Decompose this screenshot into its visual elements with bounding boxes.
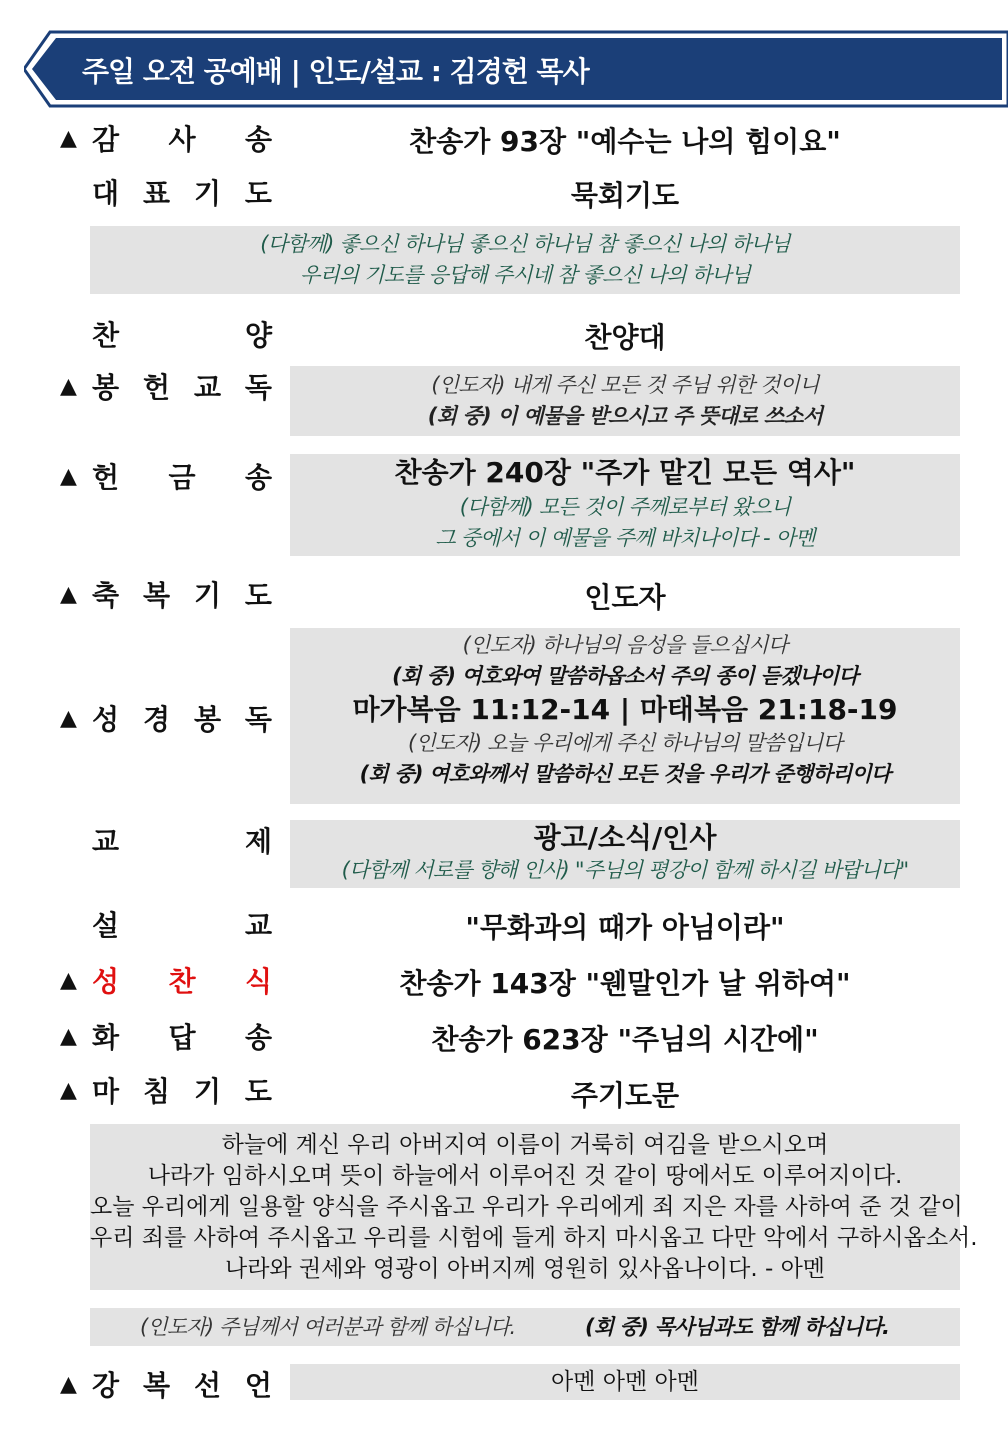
order-label: 축 복 기 도 <box>92 579 272 612</box>
prayer-line: 우리 죄를 사하여 주시옵고 우리를 시험에 들게 하지 마시옵고 다만 악에서 구하시옵소서. <box>90 1225 978 1251</box>
order-value: 묵회기도 <box>570 179 680 212</box>
standing-marker-icon: ▲ <box>60 706 77 731</box>
order-row-sermon <box>0 904 1008 944</box>
order-label: 헌 금 송 <box>92 461 272 494</box>
response-line: (다함께 서로를 향해 인사) "주님의 평강이 함께 하시길 바랍니다" <box>341 858 909 882</box>
order-label: 강 복 선 언 <box>92 1369 272 1402</box>
order-label: 성 경 봉 독 <box>92 703 272 736</box>
order-label: 화 답 송 <box>92 1021 272 1054</box>
prayer-response-box <box>90 226 960 294</box>
standing-marker-icon: ▲ <box>60 1078 77 1103</box>
order-value: 찬송가 623장 "주님의 시간에" <box>431 1023 819 1056</box>
benediction-box <box>290 1364 960 1400</box>
order-row-communion <box>0 960 1008 1000</box>
standing-marker-icon: ▲ <box>60 582 77 607</box>
dismissal-people-line: (회 중) 목사님과도 함께 하십니다. <box>585 1315 890 1339</box>
prayer-line: 나라와 권세와 영광이 아버지께 영원히 있사옵나이다. - 아멘 <box>224 1256 826 1282</box>
order-label: 교 제 <box>92 825 272 858</box>
offering-reading-box <box>290 366 960 436</box>
standing-marker-icon: ▲ <box>60 968 77 993</box>
order-value: 찬송가 143장 "웬말인가 날 위하여" <box>399 967 851 1000</box>
sermon-title: "무화과의 때가 아님이라" <box>465 911 785 944</box>
order-label: 감 사 송 <box>92 123 272 156</box>
response-line: (인도자) 하나님의 음성을 들으십시다 <box>462 633 788 657</box>
standing-marker-icon: ▲ <box>60 1024 77 1049</box>
order-label: 찬 양 <box>92 319 272 352</box>
order-value: 아멘 아멘 아멘 <box>551 1369 699 1395</box>
standing-marker-icon: ▲ <box>60 126 77 151</box>
response-line: (인도자) 오늘 우리에게 주신 하나님의 말씀입니다 <box>408 731 842 755</box>
response-line: (회 중) 여호와께서 말씀하신 모든 것을 우리가 준행하리이다 <box>359 762 891 786</box>
header-banner <box>24 30 1008 108</box>
prayer-line: 나라가 임하시오며 뜻이 하늘에서 이루어진 것 같이 땅에서도 이루어지이다. <box>147 1163 903 1189</box>
order-row-praise <box>0 314 1008 354</box>
response-line: (인도자) 내게 주신 모든 것 주님 위한 것이니 <box>431 373 819 397</box>
response-line: 그 중에서 이 예물을 주께 바치나이다 - 아멘 <box>435 526 815 550</box>
order-row-prayer <box>0 172 1008 212</box>
response-line: (다함께) 모든 것이 주께로부터 왔으니 <box>459 495 791 519</box>
order-value: 찬양대 <box>584 321 666 354</box>
standing-marker-icon: ▲ <box>60 464 77 489</box>
prayer-line: 하늘에 계신 우리 아버지여 이름이 거룩히 여김을 받으시오며 <box>221 1132 829 1158</box>
order-row-blessing <box>0 574 1008 614</box>
order-value: 광고/소식/인사 <box>533 821 717 854</box>
response-line: 우리의 기도를 응답해 주시네 참 좋으신 나의 하나님 <box>299 263 751 287</box>
order-label: 마 침 기 도 <box>92 1075 272 1108</box>
order-row-thanks <box>0 118 1008 158</box>
standing-marker-icon: ▲ <box>60 1372 77 1397</box>
order-row-closing <box>0 1070 1008 1110</box>
prayer-line: 오늘 우리에게 일용할 양식을 주시옵고 우리가 우리에게 죄 지은 자를 사하여 준 것 같이 <box>90 1194 963 1220</box>
order-label: 성 찬 식 <box>92 965 272 998</box>
order-value: 찬송가 93장 "예수는 나의 힘이요" <box>409 125 841 158</box>
dismissal-box <box>90 1308 960 1346</box>
order-value: 인도자 <box>584 581 666 614</box>
order-label: 대 표 기 도 <box>92 177 272 210</box>
lords-prayer-box <box>90 1124 978 1290</box>
standing-marker-icon: ▲ <box>60 374 77 399</box>
response-line: (다함께) 좋으신 하나님 좋으신 하나님 참 좋으신 나의 하나님 <box>260 232 790 256</box>
order-value: 주기도문 <box>570 1079 680 1112</box>
dismissal-leader-line: (인도자) 주님께서 여러분과 함께 하십니다. <box>140 1315 516 1339</box>
response-line: (회 중) 이 예물을 받으시고 주 뜻대로 쓰소서 <box>427 404 823 428</box>
scripture-reference: 마가복음 11:12-14 | 마태복음 21:18-19 <box>352 693 898 726</box>
order-row-response <box>0 1016 1008 1056</box>
order-value: 찬송가 240장 "주가 맡긴 모든 역사" <box>394 456 856 489</box>
offering-hymn-box <box>290 454 960 556</box>
response-line: (회 중) 여호와여 말씀하옵소서 주의 종이 듣겠나이다 <box>392 664 858 688</box>
fellowship-box <box>290 820 960 888</box>
order-label: 봉 헌 교 독 <box>92 371 272 404</box>
scripture-box <box>290 628 960 804</box>
order-label: 설 교 <box>92 909 272 942</box>
page-title: 주일 오전 공예배 | 인도/설교 : 김경헌 목사 <box>82 55 589 88</box>
